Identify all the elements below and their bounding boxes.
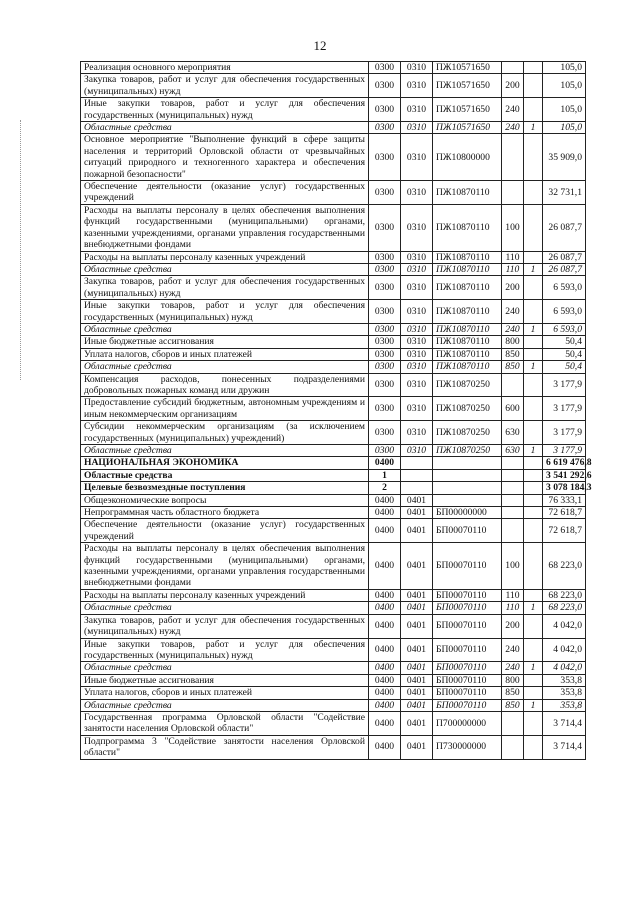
row-section: 0400 xyxy=(369,519,401,543)
row-amount: 3 714,4 xyxy=(543,735,586,759)
row-target-code: ПЖ10870110 xyxy=(433,263,502,275)
row-expense-type xyxy=(502,134,524,181)
row-description: Реализация основного мероприятия xyxy=(81,62,369,74)
row-amount: 3 177,9 xyxy=(543,421,586,445)
row-amount: 68 223,0 xyxy=(543,543,586,590)
row-expense-type xyxy=(502,507,524,519)
row-target-code xyxy=(433,494,502,506)
row-funding-source: 1 xyxy=(524,662,543,674)
row-expense-type: 110 xyxy=(502,589,524,601)
margin-dots xyxy=(20,120,22,380)
row-description: Областные средства xyxy=(81,469,369,481)
row-target-code: ПЖ10571650 xyxy=(433,74,502,98)
row-funding-source xyxy=(524,74,543,98)
row-amount: 72 618,7 xyxy=(543,519,586,543)
row-amount: 3 714,4 xyxy=(543,711,586,735)
row-section: 1 xyxy=(369,469,401,481)
table-row xyxy=(81,336,586,348)
row-subsection: 0310 xyxy=(401,421,433,445)
table-row xyxy=(81,445,586,457)
row-section: 0400 xyxy=(369,662,401,674)
row-description: Подпрограмма 3 "Содействие занятости населения Орловской области" xyxy=(81,735,369,759)
row-funding-source xyxy=(524,519,543,543)
row-target-code: ПЖ10571650 xyxy=(433,62,502,74)
row-section: 0300 xyxy=(369,263,401,275)
row-amount: 3 078 184,3 xyxy=(543,482,586,494)
row-funding-source xyxy=(524,251,543,263)
row-target-code: П700000000 xyxy=(433,711,502,735)
row-funding-source xyxy=(524,421,543,445)
row-section: 0400 xyxy=(369,699,401,711)
row-description: Основное мероприятие "Выполнение функций в сфере защиты населения и территорий Орловской области от чрезвычайных ситуаций природного и техногенного характера и обеспечения пожарной безопасности" xyxy=(81,134,369,181)
row-funding-source xyxy=(524,507,543,519)
row-funding-source xyxy=(524,300,543,324)
table-row xyxy=(81,263,586,275)
row-funding-source: 1 xyxy=(524,263,543,275)
table-row xyxy=(81,638,586,662)
row-expense-type: 110 xyxy=(502,251,524,263)
row-section: 0300 xyxy=(369,276,401,300)
row-section: 0400 xyxy=(369,589,401,601)
row-funding-source: 1 xyxy=(524,361,543,373)
row-funding-source xyxy=(524,204,543,251)
row-section: 0300 xyxy=(369,373,401,397)
row-section: 0300 xyxy=(369,300,401,324)
row-subsection xyxy=(401,457,433,469)
row-description: Областные средства xyxy=(81,662,369,674)
row-funding-source xyxy=(524,494,543,506)
table-row xyxy=(81,323,586,335)
row-funding-source xyxy=(524,735,543,759)
row-section: 0400 xyxy=(369,543,401,590)
row-description: Закупка товаров, работ и услуг для обеспечения государственных (муниципальных) нужд xyxy=(81,276,369,300)
row-subsection xyxy=(401,482,433,494)
row-section: 0300 xyxy=(369,336,401,348)
row-target-code: ПЖ10870250 xyxy=(433,445,502,457)
row-expense-type: 800 xyxy=(502,674,524,686)
row-target-code: ПЖ10870110 xyxy=(433,336,502,348)
row-description: Предоставление субсидий бюджетным, автономным учреждениям и иным некоммерческим организациям xyxy=(81,397,369,421)
row-amount: 68 223,0 xyxy=(543,589,586,601)
row-expense-type: 630 xyxy=(502,421,524,445)
row-target-code: ПЖ10870110 xyxy=(433,251,502,263)
row-subsection: 0310 xyxy=(401,348,433,360)
row-expense-type: 630 xyxy=(502,445,524,457)
row-expense-type xyxy=(502,373,524,397)
row-target-code: ПЖ10571650 xyxy=(433,122,502,134)
row-section: 0400 xyxy=(369,457,401,469)
row-subsection: 0310 xyxy=(401,397,433,421)
table-row xyxy=(81,62,586,74)
row-target-code: БП00000000 xyxy=(433,507,502,519)
row-section: 0300 xyxy=(369,323,401,335)
row-amount: 68 223,0 xyxy=(543,602,586,614)
row-description: Иные закупки товаров, работ и услуг для обеспечения государственных (муниципальных) нужд xyxy=(81,638,369,662)
row-description: Уплата налогов, сборов и иных платежей xyxy=(81,348,369,360)
table-row xyxy=(81,348,586,360)
table-row xyxy=(81,711,586,735)
table-row xyxy=(81,674,586,686)
row-funding-source xyxy=(524,687,543,699)
row-amount: 3 177,9 xyxy=(543,445,586,457)
row-expense-type: 850 xyxy=(502,361,524,373)
row-subsection: 0310 xyxy=(401,323,433,335)
row-funding-source xyxy=(524,638,543,662)
row-subsection: 0310 xyxy=(401,181,433,205)
table-row xyxy=(81,204,586,251)
row-funding-source xyxy=(524,134,543,181)
row-description: Целевые безвозмездные поступления xyxy=(81,482,369,494)
row-amount: 6 593,0 xyxy=(543,276,586,300)
row-amount: 72 618,7 xyxy=(543,507,586,519)
row-subsection: 0401 xyxy=(401,699,433,711)
table-row xyxy=(81,98,586,122)
row-target-code: БП00070110 xyxy=(433,519,502,543)
page-number: 12 xyxy=(313,38,327,53)
row-subsection: 0401 xyxy=(401,638,433,662)
row-amount: 76 333,1 xyxy=(543,494,586,506)
row-target-code: ПЖ10870110 xyxy=(433,348,502,360)
row-amount: 105,0 xyxy=(543,98,586,122)
row-subsection: 0310 xyxy=(401,300,433,324)
row-funding-source xyxy=(524,482,543,494)
row-funding-source xyxy=(524,614,543,638)
row-amount: 35 909,0 xyxy=(543,134,586,181)
row-expense-type xyxy=(502,494,524,506)
row-amount: 26 087,7 xyxy=(543,251,586,263)
row-expense-type: 240 xyxy=(502,300,524,324)
row-section: 0300 xyxy=(369,62,401,74)
row-target-code: БП00070110 xyxy=(433,699,502,711)
table-row xyxy=(81,300,586,324)
row-subsection xyxy=(401,469,433,481)
row-amount: 4 042,0 xyxy=(543,662,586,674)
row-target-code xyxy=(433,457,502,469)
row-description: Расходы на выплаты персоналу казенных учреждений xyxy=(81,589,369,601)
row-target-code: БП00070110 xyxy=(433,589,502,601)
row-expense-type xyxy=(502,181,524,205)
row-description: Обеспечение деятельности (оказание услуг) государственных учреждений xyxy=(81,181,369,205)
row-subsection: 0401 xyxy=(401,589,433,601)
row-amount: 353,8 xyxy=(543,687,586,699)
row-expense-type: 110 xyxy=(502,602,524,614)
row-subsection: 0310 xyxy=(401,263,433,275)
table-row xyxy=(81,276,586,300)
row-target-code: ПЖ10800000 xyxy=(433,134,502,181)
budget-table xyxy=(80,61,592,760)
row-target-code: ПЖ10870110 xyxy=(433,323,502,335)
row-amount: 26 087,7 xyxy=(543,263,586,275)
row-target-code: БП00070110 xyxy=(433,638,502,662)
row-amount: 50,4 xyxy=(543,348,586,360)
row-subsection: 0310 xyxy=(401,62,433,74)
row-expense-type: 240 xyxy=(502,662,524,674)
row-target-code: БП00070110 xyxy=(433,687,502,699)
row-funding-source xyxy=(524,336,543,348)
row-target-code: ПЖ10870110 xyxy=(433,300,502,324)
row-target-code: БП00070110 xyxy=(433,662,502,674)
row-description: Расходы на выплаты персоналу в целях обеспечения выполнения функций государственными (муниципальными) органами, казенными учреждениями, органами управления государственными внебюджетными фондами xyxy=(81,204,369,251)
row-subsection: 0401 xyxy=(401,711,433,735)
row-amount: 4 042,0 xyxy=(543,638,586,662)
row-amount: 3 541 292,6 xyxy=(543,469,586,481)
row-amount: 3 177,9 xyxy=(543,397,586,421)
row-description: Обеспечение деятельности (оказание услуг) государственных учреждений xyxy=(81,519,369,543)
row-description: Непрограммная часть областного бюджета xyxy=(81,507,369,519)
row-section: 0300 xyxy=(369,397,401,421)
row-target-code: ПЖ10870110 xyxy=(433,361,502,373)
row-description: Областные средства xyxy=(81,445,369,457)
row-subsection: 0310 xyxy=(401,122,433,134)
row-description: Общеэкономические вопросы xyxy=(81,494,369,506)
row-amount: 50,4 xyxy=(543,336,586,348)
row-description: Областные средства xyxy=(81,323,369,335)
row-expense-type: 200 xyxy=(502,614,524,638)
row-amount: 105,0 xyxy=(543,62,586,74)
row-subsection: 0401 xyxy=(401,602,433,614)
row-expense-type: 100 xyxy=(502,543,524,590)
row-subsection: 0401 xyxy=(401,614,433,638)
row-subsection: 0401 xyxy=(401,662,433,674)
table-row xyxy=(81,482,586,494)
table-row xyxy=(81,543,586,590)
table-row xyxy=(81,457,586,469)
row-section: 0300 xyxy=(369,421,401,445)
row-target-code: П730000000 xyxy=(433,735,502,759)
table-row xyxy=(81,361,586,373)
row-target-code: ПЖ10870250 xyxy=(433,421,502,445)
row-funding-source xyxy=(524,397,543,421)
row-amount: 3 177,9 xyxy=(543,373,586,397)
row-section: 0300 xyxy=(369,361,401,373)
row-target-code: ПЖ10870110 xyxy=(433,181,502,205)
row-expense-type xyxy=(502,482,524,494)
table-row xyxy=(81,397,586,421)
row-description: Уплата налогов, сборов и иных платежей xyxy=(81,687,369,699)
row-description: Областные средства xyxy=(81,602,369,614)
row-description: Расходы на выплаты персоналу казенных учреждений xyxy=(81,251,369,263)
row-description: Областные средства xyxy=(81,361,369,373)
row-target-code: ПЖ10571650 xyxy=(433,98,502,122)
row-subsection: 0310 xyxy=(401,251,433,263)
table-row xyxy=(81,181,586,205)
row-funding-source xyxy=(524,62,543,74)
table-row xyxy=(81,373,586,397)
row-section: 0400 xyxy=(369,602,401,614)
table-row xyxy=(81,134,586,181)
row-expense-type: 240 xyxy=(502,638,524,662)
row-expense-type: 240 xyxy=(502,122,524,134)
table-row xyxy=(81,507,586,519)
row-section: 0300 xyxy=(369,98,401,122)
table-row xyxy=(81,662,586,674)
row-amount: 105,0 xyxy=(543,74,586,98)
row-expense-type: 240 xyxy=(502,323,524,335)
row-subsection: 0401 xyxy=(401,494,433,506)
row-subsection: 0310 xyxy=(401,74,433,98)
row-expense-type: 850 xyxy=(502,687,524,699)
row-expense-type: 110 xyxy=(502,263,524,275)
row-expense-type xyxy=(502,519,524,543)
row-expense-type xyxy=(502,62,524,74)
row-target-code: БП00070110 xyxy=(433,543,502,590)
row-amount: 353,8 xyxy=(543,674,586,686)
table-row xyxy=(81,687,586,699)
row-target-code: ПЖ10870250 xyxy=(433,373,502,397)
row-expense-type: 850 xyxy=(502,348,524,360)
table-row xyxy=(81,699,586,711)
row-description: Закупка товаров, работ и услуг для обеспечения государственных (муниципальных) нужд xyxy=(81,614,369,638)
row-section: 0400 xyxy=(369,735,401,759)
row-subsection: 0401 xyxy=(401,543,433,590)
row-description: Иные закупки товаров, работ и услуг для обеспечения государственных (муниципальных) нужд xyxy=(81,300,369,324)
row-amount: 6 619 476,8 xyxy=(543,457,586,469)
row-subsection: 0310 xyxy=(401,445,433,457)
row-expense-type: 600 xyxy=(502,397,524,421)
row-expense-type xyxy=(502,469,524,481)
row-section: 0400 xyxy=(369,687,401,699)
row-subsection: 0401 xyxy=(401,674,433,686)
row-amount: 105,0 xyxy=(543,122,586,134)
row-funding-source xyxy=(524,276,543,300)
row-expense-type xyxy=(502,711,524,735)
row-description: Иные бюджетные ассигнования xyxy=(81,336,369,348)
row-funding-source xyxy=(524,711,543,735)
row-amount: 353,8 xyxy=(543,699,586,711)
row-section: 0400 xyxy=(369,711,401,735)
row-target-code: БП00070110 xyxy=(433,614,502,638)
row-subsection: 0401 xyxy=(401,519,433,543)
row-description: НАЦИОНАЛЬНАЯ ЭКОНОМИКА xyxy=(81,457,369,469)
row-section: 0400 xyxy=(369,674,401,686)
row-funding-source xyxy=(524,469,543,481)
row-amount: 26 087,7 xyxy=(543,204,586,251)
row-description: Компенсация расходов, понесенных подразделениями добровольных пожарных команд или дружин xyxy=(81,373,369,397)
row-funding-source: 1 xyxy=(524,699,543,711)
row-amount: 6 593,0 xyxy=(543,323,586,335)
row-description: Областные средства xyxy=(81,263,369,275)
row-section: 2 xyxy=(369,482,401,494)
row-description: Областные средства xyxy=(81,122,369,134)
row-expense-type xyxy=(502,735,524,759)
row-expense-type: 240 xyxy=(502,98,524,122)
row-subsection: 0310 xyxy=(401,361,433,373)
row-expense-type: 200 xyxy=(502,276,524,300)
row-section: 0300 xyxy=(369,181,401,205)
row-funding-source xyxy=(524,674,543,686)
row-funding-source: 1 xyxy=(524,602,543,614)
row-amount: 6 593,0 xyxy=(543,300,586,324)
row-subsection: 0310 xyxy=(401,276,433,300)
row-section: 0300 xyxy=(369,251,401,263)
row-funding-source xyxy=(524,589,543,601)
row-funding-source xyxy=(524,348,543,360)
row-funding-source xyxy=(524,457,543,469)
row-amount: 4 042,0 xyxy=(543,614,586,638)
row-amount: 50,4 xyxy=(543,361,586,373)
table-row xyxy=(81,74,586,98)
row-funding-source: 1 xyxy=(524,323,543,335)
row-description: Закупка товаров, работ и услуг для обеспечения государственных (муниципальных) нужд xyxy=(81,74,369,98)
row-subsection: 0401 xyxy=(401,735,433,759)
row-subsection: 0310 xyxy=(401,373,433,397)
row-expense-type: 200 xyxy=(502,74,524,98)
row-funding-source xyxy=(524,181,543,205)
row-target-code xyxy=(433,469,502,481)
row-subsection: 0401 xyxy=(401,507,433,519)
row-funding-source: 1 xyxy=(524,122,543,134)
row-section: 0400 xyxy=(369,638,401,662)
row-section: 0400 xyxy=(369,494,401,506)
row-description: Иные бюджетные ассигнования xyxy=(81,674,369,686)
row-target-code xyxy=(433,482,502,494)
row-section: 0300 xyxy=(369,204,401,251)
row-description: Иные закупки товаров, работ и услуг для обеспечения государственных (муниципальных) нужд xyxy=(81,98,369,122)
row-target-code: БП00070110 xyxy=(433,674,502,686)
row-subsection: 0310 xyxy=(401,204,433,251)
row-funding-source xyxy=(524,373,543,397)
row-funding-source: 1 xyxy=(524,445,543,457)
table-row xyxy=(81,602,586,614)
row-description: Государственная программа Орловской области "Содействие занятости населения Орловской области" xyxy=(81,711,369,735)
row-section: 0400 xyxy=(369,507,401,519)
table-row xyxy=(81,469,586,481)
table-row xyxy=(81,614,586,638)
row-target-code: ПЖ10870110 xyxy=(433,204,502,251)
row-expense-type xyxy=(502,457,524,469)
row-subsection: 0401 xyxy=(401,687,433,699)
row-expense-type: 100 xyxy=(502,204,524,251)
row-section: 0400 xyxy=(369,614,401,638)
row-section: 0300 xyxy=(369,134,401,181)
row-section: 0300 xyxy=(369,122,401,134)
row-description: Областные средства xyxy=(81,699,369,711)
table-row xyxy=(81,494,586,506)
row-funding-source xyxy=(524,543,543,590)
row-section: 0300 xyxy=(369,445,401,457)
table-row xyxy=(81,589,586,601)
row-expense-type: 850 xyxy=(502,699,524,711)
row-funding-source xyxy=(524,98,543,122)
row-target-code: ПЖ10870110 xyxy=(433,276,502,300)
row-subsection: 0310 xyxy=(401,98,433,122)
row-description: Субсидии некоммерческим организациям (за исключением государственных (муниципальных) учреждений) xyxy=(81,421,369,445)
row-section: 0300 xyxy=(369,348,401,360)
row-subsection: 0310 xyxy=(401,336,433,348)
row-amount: 32 731,1 xyxy=(543,181,586,205)
row-expense-type: 800 xyxy=(502,336,524,348)
row-target-code: БП00070110 xyxy=(433,602,502,614)
table-row xyxy=(81,421,586,445)
table-row xyxy=(81,122,586,134)
row-section: 0300 xyxy=(369,74,401,98)
table-row xyxy=(81,519,586,543)
row-description: Расходы на выплаты персоналу в целях обеспечения выполнения функций государственными (муниципальными) органами, казенными учреждениями, органами управления государственными внебюджетными фондами xyxy=(81,543,369,590)
row-target-code: ПЖ10870250 xyxy=(433,397,502,421)
table-row xyxy=(81,735,586,759)
table-row xyxy=(81,251,586,263)
row-subsection: 0310 xyxy=(401,134,433,181)
